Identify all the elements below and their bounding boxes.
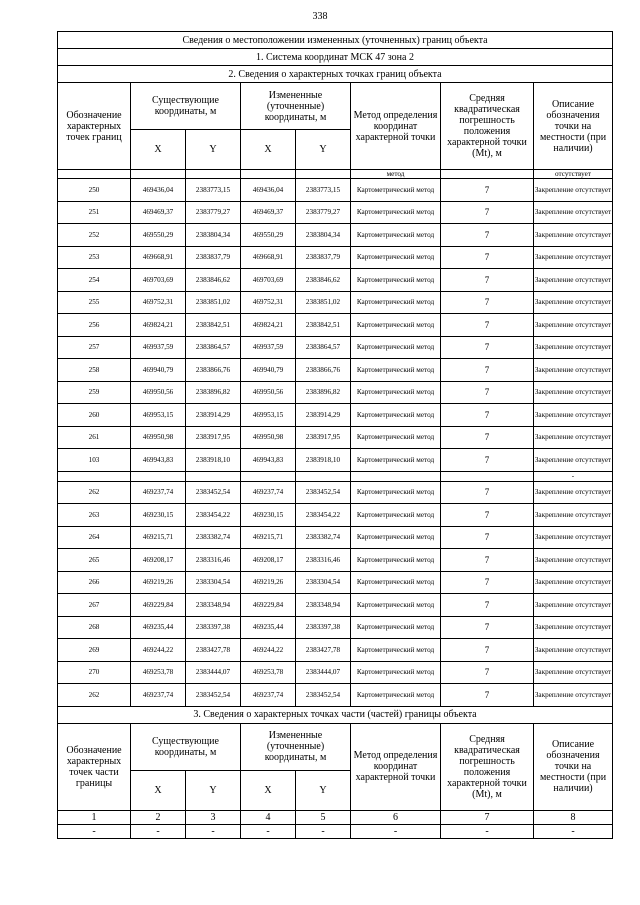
- accuracy: 7: [441, 571, 534, 594]
- header-existing-y: Y: [186, 130, 241, 170]
- accuracy: 7: [441, 504, 534, 527]
- description: Закрепление отсутствует: [534, 616, 613, 639]
- accuracy: 7: [441, 549, 534, 572]
- column-number: 6: [351, 810, 441, 824]
- point-row: [58, 549, 613, 572]
- changed-x: 469215,71: [241, 526, 296, 549]
- description: Закрепление отсутствует: [534, 504, 613, 527]
- existing-x: 469752,31: [131, 291, 186, 314]
- point-row: [58, 504, 613, 527]
- changed-x: 469208,17: [241, 549, 296, 572]
- description: Закрепление отсутствует: [534, 661, 613, 684]
- method: Картометрический метод: [351, 526, 441, 549]
- point-row: [58, 201, 613, 224]
- existing-x: 469230,15: [131, 504, 186, 527]
- changed-y: 2383452,54: [296, 684, 351, 707]
- description: Закрепление отсутствует: [534, 269, 613, 292]
- column-number: 1: [58, 810, 131, 824]
- column-number: 8: [534, 810, 613, 824]
- point-id: 258: [58, 359, 131, 382]
- accuracy: 7: [441, 594, 534, 617]
- point-id: 250: [58, 179, 131, 202]
- point-row: [58, 359, 613, 382]
- description: Закрепление отсутствует: [534, 449, 613, 472]
- existing-x: 469950,56: [131, 381, 186, 404]
- description: Закрепление отсутствует: [534, 314, 613, 337]
- point-id: 259: [58, 381, 131, 404]
- point-row: [58, 661, 613, 684]
- changed-x: 469436,04: [241, 179, 296, 202]
- empty-cell: -: [58, 824, 131, 838]
- changed-y: 2383454,22: [296, 504, 351, 527]
- existing-x: 469229,84: [131, 594, 186, 617]
- existing-y: 2383452,54: [186, 684, 241, 707]
- changed-y: 2383452,54: [296, 481, 351, 504]
- changed-x: 469824,21: [241, 314, 296, 337]
- header-method: Метод определения координат характерной точки: [351, 83, 441, 170]
- changed-y: 2383864,57: [296, 336, 351, 359]
- changed-x: 469469,37: [241, 201, 296, 224]
- changed-x: 469253,78: [241, 661, 296, 684]
- point-id: 266: [58, 571, 131, 594]
- header-description: Описание обозначения точки на местности (при наличии): [534, 83, 613, 170]
- point-row: [58, 481, 613, 504]
- method: Картометрический метод: [351, 381, 441, 404]
- existing-x: 469235,44: [131, 616, 186, 639]
- accuracy: 7: [441, 359, 534, 382]
- existing-y: 2383316,46: [186, 549, 241, 572]
- existing-y: 2383851,02: [186, 291, 241, 314]
- changed-x: 469237,74: [241, 481, 296, 504]
- changed-x: 469937,59: [241, 336, 296, 359]
- accuracy: 7: [441, 381, 534, 404]
- accuracy: 7: [441, 314, 534, 337]
- existing-x: 469550,29: [131, 224, 186, 247]
- point-row: [58, 404, 613, 427]
- changed-x: 469244,22: [241, 639, 296, 662]
- point-id: 260: [58, 404, 131, 427]
- existing-x: 469703,69: [131, 269, 186, 292]
- description: Закрепление отсутствует: [534, 336, 613, 359]
- existing-y: 2383452,54: [186, 481, 241, 504]
- header3-existing-y: Y: [186, 770, 241, 810]
- point-row: [58, 224, 613, 247]
- changed-y: 2383444,07: [296, 661, 351, 684]
- empty-cell: -: [241, 824, 296, 838]
- header3-changed-x: X: [241, 770, 296, 810]
- changed-y: 2383846,62: [296, 269, 351, 292]
- accuracy: 7: [441, 201, 534, 224]
- description: Закрепление отсутствует: [534, 381, 613, 404]
- accuracy: 7: [441, 336, 534, 359]
- empty-cell: -: [441, 824, 534, 838]
- changed-y: 2383779,27: [296, 201, 351, 224]
- changed-y: 2383304,54: [296, 571, 351, 594]
- description: Закрепление отсутствует: [534, 404, 613, 427]
- point-id: 255: [58, 291, 131, 314]
- accuracy: 7: [441, 526, 534, 549]
- changed-y: 2383773,15: [296, 179, 351, 202]
- header-accuracy: Средняя квадратическая погрешность положения характерной точки (Mt), м: [441, 83, 534, 170]
- description: Закрепление отсутствует: [534, 201, 613, 224]
- description: Закрепление отсутствует: [534, 594, 613, 617]
- existing-x: 469668,91: [131, 246, 186, 269]
- page-number: 338: [312, 11, 328, 22]
- continuation-description: отсутствует: [534, 170, 613, 179]
- existing-y: 2383397,38: [186, 616, 241, 639]
- existing-y: 2383382,74: [186, 526, 241, 549]
- header-point-designation: Обозначение характерных точек границ: [58, 83, 131, 170]
- empty-cell: -: [351, 824, 441, 838]
- accuracy: 7: [441, 639, 534, 662]
- existing-y: 2383864,57: [186, 336, 241, 359]
- existing-y: 2383348,94: [186, 594, 241, 617]
- point-id: 269: [58, 639, 131, 662]
- existing-y: 2383896,82: [186, 381, 241, 404]
- description: Закрепление отсутствует: [534, 291, 613, 314]
- point-id: 265: [58, 549, 131, 572]
- column-number: 7: [441, 810, 534, 824]
- header-existing-coords: Существующие координаты, м: [131, 83, 241, 130]
- header3-point-designation: Обозначение характерных точек части границы: [58, 723, 131, 810]
- changed-y: 2383382,74: [296, 526, 351, 549]
- header-changed-x: X: [241, 130, 296, 170]
- changed-x: 469940,79: [241, 359, 296, 382]
- accuracy: 7: [441, 269, 534, 292]
- point-id: 261: [58, 426, 131, 449]
- description: Закрепление отсутствует: [534, 526, 613, 549]
- continuation-row: [58, 170, 613, 179]
- method: Картометрический метод: [351, 224, 441, 247]
- changed-y: 2383842,51: [296, 314, 351, 337]
- method: Картометрический метод: [351, 291, 441, 314]
- existing-y: 2383804,34: [186, 224, 241, 247]
- section-2-title: 2. Сведения о характерных точках границ объекта: [58, 66, 613, 83]
- existing-x: 469953,15: [131, 404, 186, 427]
- separator-dash: -: [534, 471, 613, 481]
- accuracy: 7: [441, 404, 534, 427]
- method: Картометрический метод: [351, 201, 441, 224]
- description: Закрепление отсутствует: [534, 359, 613, 382]
- column-number-row: [58, 810, 613, 824]
- continuation-method: метод: [351, 170, 441, 179]
- header-changed-y: Y: [296, 130, 351, 170]
- existing-x: 469436,04: [131, 179, 186, 202]
- existing-x: 469215,71: [131, 526, 186, 549]
- method: Картометрический метод: [351, 359, 441, 382]
- point-row: [58, 246, 613, 269]
- method: Картометрический метод: [351, 179, 441, 202]
- existing-x: 469824,21: [131, 314, 186, 337]
- point-id: 103: [58, 449, 131, 472]
- method: Картометрический метод: [351, 481, 441, 504]
- existing-x: 469937,59: [131, 336, 186, 359]
- method: Картометрический метод: [351, 504, 441, 527]
- description: Закрепление отсутствует: [534, 426, 613, 449]
- changed-y: 2383804,34: [296, 224, 351, 247]
- boundary-table: [57, 31, 613, 839]
- empty-data-row: [58, 824, 613, 838]
- accuracy: 7: [441, 426, 534, 449]
- header3-existing-coords: Существующие координаты, м: [131, 723, 241, 770]
- empty-cell: -: [296, 824, 351, 838]
- point-row: [58, 616, 613, 639]
- changed-x: 469668,91: [241, 246, 296, 269]
- existing-x: 469469,37: [131, 201, 186, 224]
- empty-cell: -: [186, 824, 241, 838]
- point-id: 254: [58, 269, 131, 292]
- accuracy: 7: [441, 224, 534, 247]
- point-row: [58, 314, 613, 337]
- changed-y: 2383851,02: [296, 291, 351, 314]
- changed-x: 469229,84: [241, 594, 296, 617]
- changed-y: 2383316,46: [296, 549, 351, 572]
- existing-x: 469940,79: [131, 359, 186, 382]
- accuracy: 7: [441, 291, 534, 314]
- header3-description: Описание обозначения точки на местности (при наличии): [534, 723, 613, 810]
- existing-y: 2383846,62: [186, 269, 241, 292]
- header3-changed-y: Y: [296, 770, 351, 810]
- point-row: [58, 684, 613, 707]
- section-3-title: 3. Сведения о характерных точках части (частей) границы объекта: [58, 706, 613, 723]
- point-id: 268: [58, 616, 131, 639]
- method: Картометрический метод: [351, 426, 441, 449]
- changed-x: 469950,56: [241, 381, 296, 404]
- description: Закрепление отсутствует: [534, 639, 613, 662]
- existing-y: 2383454,22: [186, 504, 241, 527]
- column-number: 2: [131, 810, 186, 824]
- changed-y: 2383427,78: [296, 639, 351, 662]
- method: Картометрический метод: [351, 336, 441, 359]
- changed-x: 469550,29: [241, 224, 296, 247]
- description: Закрепление отсутствует: [534, 684, 613, 707]
- accuracy: 7: [441, 616, 534, 639]
- method: Картометрический метод: [351, 661, 441, 684]
- existing-x: 469237,74: [131, 481, 186, 504]
- coordinate-system-title: 1. Система координат МСК 47 зона 2: [58, 49, 613, 66]
- existing-x: 469219,26: [131, 571, 186, 594]
- accuracy: 7: [441, 481, 534, 504]
- existing-x: 469208,17: [131, 549, 186, 572]
- description: Закрепление отсутствует: [534, 179, 613, 202]
- method: Картометрический метод: [351, 404, 441, 427]
- description: Закрепление отсутствует: [534, 549, 613, 572]
- existing-y: 2383779,27: [186, 201, 241, 224]
- method: Картометрический метод: [351, 269, 441, 292]
- accuracy: 7: [441, 449, 534, 472]
- header-changed-coords: Измененные (уточненные) координаты, м: [241, 83, 351, 130]
- point-row: [58, 639, 613, 662]
- header3-method: Метод определения координат характерной точки: [351, 723, 441, 810]
- changed-y: 2383917,95: [296, 426, 351, 449]
- point-row: [58, 291, 613, 314]
- separator-row: [58, 471, 613, 481]
- existing-y: 2383918,10: [186, 449, 241, 472]
- changed-x: 469752,31: [241, 291, 296, 314]
- point-id: 263: [58, 504, 131, 527]
- point-id: 270: [58, 661, 131, 684]
- column-number: 5: [296, 810, 351, 824]
- accuracy: 7: [441, 246, 534, 269]
- accuracy: 7: [441, 179, 534, 202]
- changed-x: 469950,98: [241, 426, 296, 449]
- point-row: [58, 269, 613, 292]
- changed-y: 2383866,76: [296, 359, 351, 382]
- existing-y: 2383773,15: [186, 179, 241, 202]
- method: Картометрический метод: [351, 594, 441, 617]
- point-id: 253: [58, 246, 131, 269]
- method: Картометрический метод: [351, 314, 441, 337]
- point-id: 262: [58, 481, 131, 504]
- existing-y: 2383427,78: [186, 639, 241, 662]
- method: Картометрический метод: [351, 684, 441, 707]
- empty-cell: -: [534, 824, 613, 838]
- point-row: [58, 594, 613, 617]
- existing-y: 2383917,95: [186, 426, 241, 449]
- changed-y: 2383397,38: [296, 616, 351, 639]
- existing-y: 2383914,29: [186, 404, 241, 427]
- changed-x: 469943,83: [241, 449, 296, 472]
- existing-y: 2383304,54: [186, 571, 241, 594]
- point-id: 252: [58, 224, 131, 247]
- method: Картометрический метод: [351, 246, 441, 269]
- changed-x: 469953,15: [241, 404, 296, 427]
- main-title: Сведения о местоположении измененных (уточненных) границ объекта: [58, 32, 613, 49]
- header-existing-x: X: [131, 130, 186, 170]
- point-row: [58, 426, 613, 449]
- changed-y: 2383896,82: [296, 381, 351, 404]
- changed-x: 469237,74: [241, 684, 296, 707]
- method: Картометрический метод: [351, 639, 441, 662]
- existing-y: 2383866,76: [186, 359, 241, 382]
- method: Картометрический метод: [351, 449, 441, 472]
- changed-y: 2383914,29: [296, 404, 351, 427]
- changed-y: 2383837,79: [296, 246, 351, 269]
- changed-x: 469703,69: [241, 269, 296, 292]
- column-number: 3: [186, 810, 241, 824]
- method: Картометрический метод: [351, 571, 441, 594]
- existing-y: 2383842,51: [186, 314, 241, 337]
- changed-x: 469235,44: [241, 616, 296, 639]
- existing-x: 469950,98: [131, 426, 186, 449]
- changed-x: 469230,15: [241, 504, 296, 527]
- point-row: [58, 179, 613, 202]
- changed-y: 2383348,94: [296, 594, 351, 617]
- method: Картометрический метод: [351, 549, 441, 572]
- method: Картометрический метод: [351, 616, 441, 639]
- description: Закрепление отсутствует: [534, 224, 613, 247]
- accuracy: 7: [441, 684, 534, 707]
- point-row: [58, 381, 613, 404]
- point-row: [58, 449, 613, 472]
- column-number: 4: [241, 810, 296, 824]
- header3-existing-x: X: [131, 770, 186, 810]
- header3-changed-coords: Измененные (уточненные) координаты, м: [241, 723, 351, 770]
- changed-y: 2383918,10: [296, 449, 351, 472]
- point-id: 264: [58, 526, 131, 549]
- existing-y: 2383444,07: [186, 661, 241, 684]
- point-id: 262: [58, 684, 131, 707]
- point-id: 251: [58, 201, 131, 224]
- point-row: [58, 526, 613, 549]
- empty-cell: -: [131, 824, 186, 838]
- existing-x: 469237,74: [131, 684, 186, 707]
- existing-x: 469244,22: [131, 639, 186, 662]
- existing-x: 469943,83: [131, 449, 186, 472]
- description: Закрепление отсутствует: [534, 246, 613, 269]
- existing-y: 2383837,79: [186, 246, 241, 269]
- header3-accuracy: Средняя квадратическая погрешность положения характерной точки (Mt), м: [441, 723, 534, 810]
- description: Закрепление отсутствует: [534, 571, 613, 594]
- point-id: 257: [58, 336, 131, 359]
- accuracy: 7: [441, 661, 534, 684]
- point-row: [58, 336, 613, 359]
- point-row: [58, 571, 613, 594]
- changed-x: 469219,26: [241, 571, 296, 594]
- existing-x: 469253,78: [131, 661, 186, 684]
- point-id: 267: [58, 594, 131, 617]
- description: Закрепление отсутствует: [534, 481, 613, 504]
- point-id: 256: [58, 314, 131, 337]
